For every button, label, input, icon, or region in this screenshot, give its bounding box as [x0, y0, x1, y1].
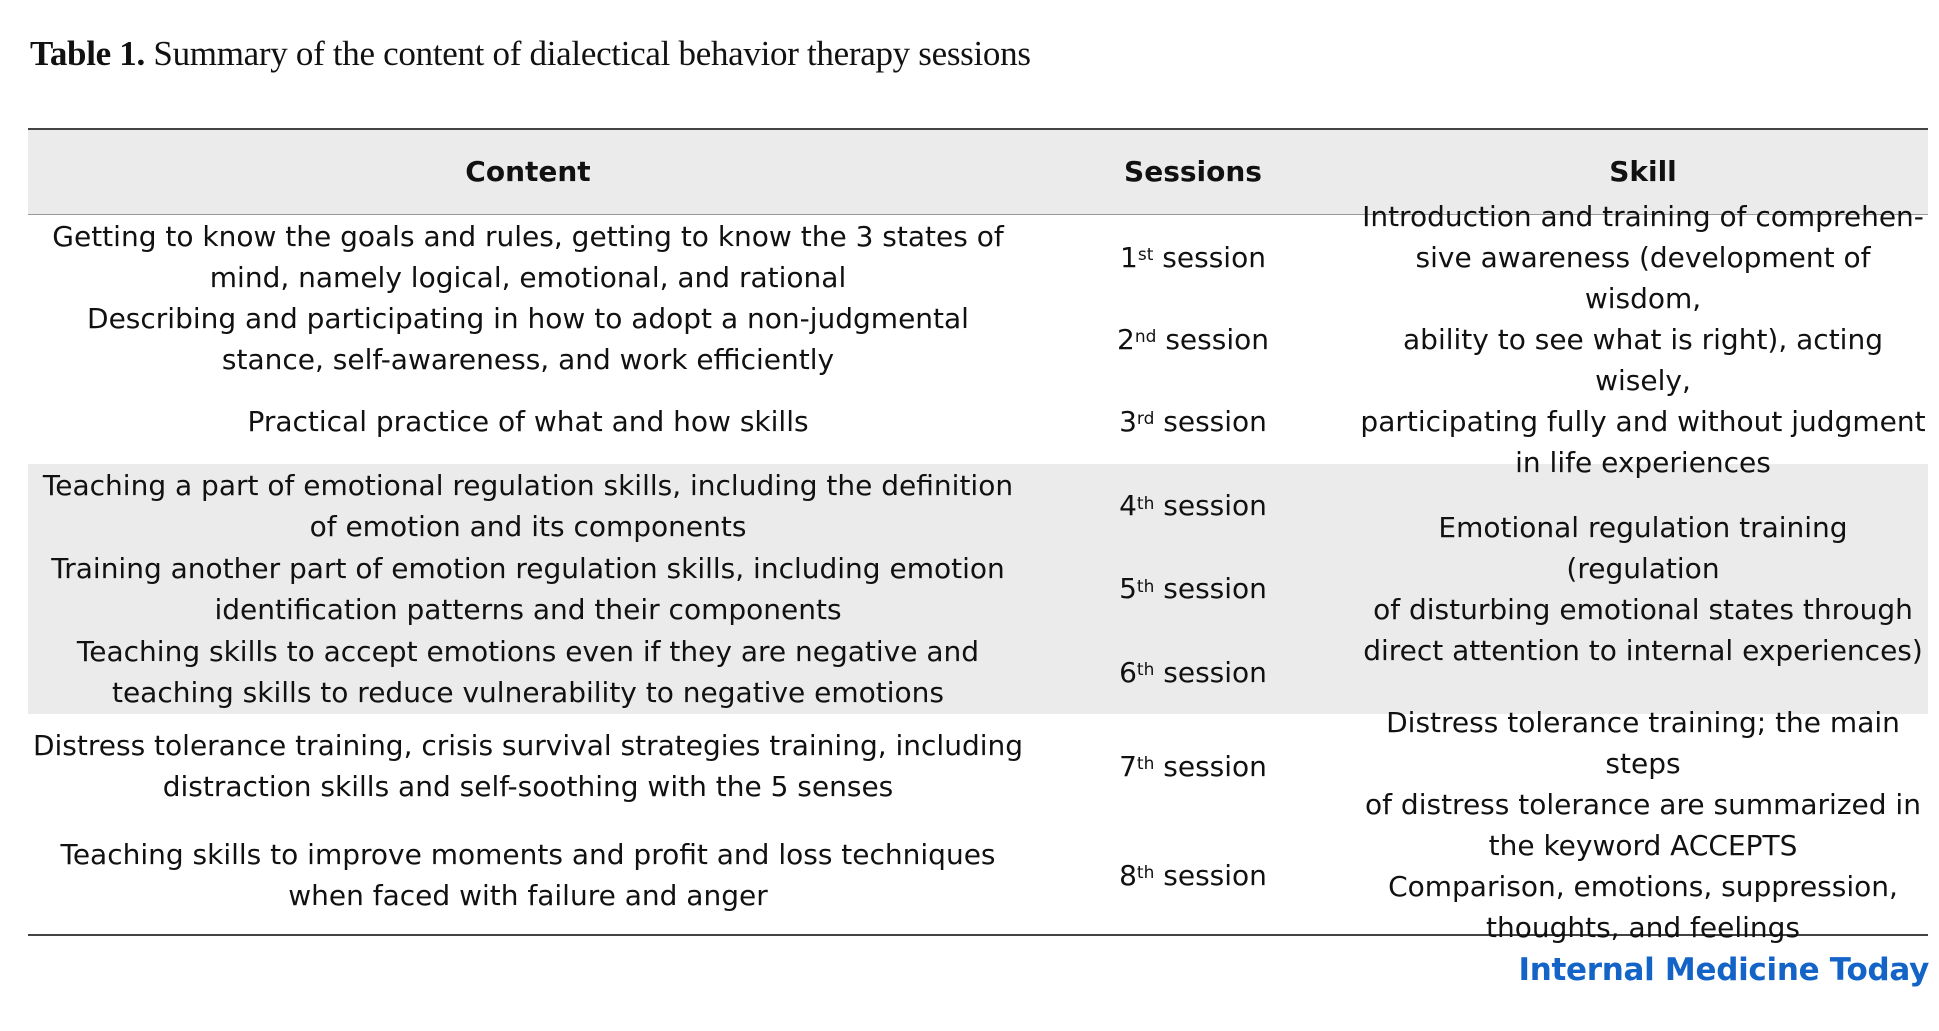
row-6-session-number: 6: [1119, 655, 1137, 689]
row-2-session: 2 $^{nd}$ session: [1028, 298, 1358, 380]
row-5-session-number: 5: [1119, 572, 1137, 605]
row-8-session-word: session: [1154, 858, 1267, 892]
row-8-content: [28, 816, 1028, 934]
row-1-session: 1 $^{st}$ session: [1028, 216, 1358, 298]
row-8-content-line-1: Teaching skills to improve moments and profit and loss techniques: [60, 838, 996, 871]
skill-3-line-5: thoughts, and feelings: [1485, 911, 1801, 944]
row-7-session-number: 7: [1119, 749, 1137, 783]
row-8-session-number: 8: [1119, 858, 1137, 892]
row-1-content-line-2: mind, namely logical, emotional, and rational: [209, 261, 847, 294]
row-2-session-word: session: [1156, 322, 1269, 356]
skill-1-line-1: Introduction and training of comprehen-: [1362, 199, 1924, 233]
skill-2-line-2: of disturbing emotional states through: [1373, 593, 1913, 626]
row-4-session-word: session: [1154, 489, 1267, 522]
row-6-content-line-2: teaching skills to reduce vulnerability to negative emotions: [111, 676, 944, 709]
row-3-session-number: 3: [1119, 404, 1137, 438]
row-8-session: 8 $^{th}$ session: [1028, 816, 1358, 934]
row-7-session-word: session: [1154, 749, 1267, 783]
row-6-session-word: session: [1154, 655, 1267, 689]
header-skill: Skill: [1609, 155, 1677, 188]
skill-2: [1358, 464, 1928, 714]
journal-brand: Internal Medicine Today: [1518, 952, 1929, 988]
row-7-session: 7 $^{th}$ session: [1028, 716, 1358, 816]
row-4-content-line-1: Teaching a part of emotional regulation skills, including the definition: [42, 468, 1014, 502]
row-4-content: [28, 464, 1028, 547]
skill-1-line-5: in life experiences: [1515, 445, 1771, 479]
caption-text: Summary of the content of dialectical behavior therapy sessions: [144, 34, 1031, 73]
row-1-session-number: 1: [1120, 240, 1138, 274]
row-5-content: [28, 547, 1028, 630]
row-7-content: [28, 716, 1028, 816]
row-4-content-line-2: of emotion and its components: [309, 509, 747, 543]
skill-3-line-4: Comparison, emotions, suppression,: [1388, 870, 1898, 903]
header-content: Content: [465, 155, 591, 188]
row-2-content: [28, 298, 1028, 380]
row-7-content-line-2: distraction skills and self-soothing with the 5 senses: [162, 770, 894, 803]
row-3-content: [28, 380, 1028, 462]
row-3-session: 3 $^{rd}$ session: [1028, 380, 1358, 462]
skill-1: [1358, 199, 1928, 479]
table-caption: [30, 34, 1031, 74]
row-7-content-line-1: Distress tolerance training, crisis survival strategies training, including: [32, 729, 1024, 762]
skill-2-line-1: Emotional regulation training (regulation: [1438, 511, 1848, 585]
row-1-content-line-1: Getting to know the goals and rules, getting to know the 3 states of: [52, 220, 1004, 253]
row-3-session-word: session: [1154, 404, 1267, 438]
skill-2-line-3: direct attention to internal experiences): [1363, 634, 1923, 667]
row-5-session: 5 $^{th}$ session: [1028, 547, 1358, 630]
row-5-content-line-2: identification patterns and their components: [214, 592, 842, 626]
header-sessions: Sessions: [1124, 155, 1262, 188]
row-5-content-line-1: Training another part of emotion regulation skills, including emotion: [51, 551, 1005, 585]
row-3-content-line-1: Practical practice of what and how skills: [247, 404, 809, 438]
row-2-session-number: 2: [1117, 322, 1135, 356]
skill-1-line-2: sive awareness (development of wisdom,: [1415, 240, 1871, 315]
row-6-content-line-1: Teaching skills to accept emotions even if they are negative and: [76, 635, 980, 668]
skill-3-line-1: Distress tolerance training; the main steps: [1386, 706, 1900, 780]
row-4-session: 4 $^{th}$ session: [1028, 464, 1358, 547]
caption-label: Table 1.: [30, 34, 145, 73]
row-4-session-number: 4: [1119, 489, 1137, 522]
skill-1-line-4: participating fully and without judgment: [1360, 404, 1926, 438]
row-6-content: [28, 630, 1028, 714]
row-8-content-line-2: when faced with failure and anger: [288, 879, 768, 912]
skill-3-line-2: of distress tolerance are summarized in: [1365, 788, 1921, 821]
skill-3-line-3: the keyword ACCEPTS: [1488, 829, 1798, 862]
row-2-content-line-2: stance, self-awareness, and work efficiently: [221, 343, 835, 376]
skill-3: [1358, 706, 1928, 944]
row-1-session-word: session: [1153, 240, 1266, 274]
row-2-content-line-1: Describing and participating in how to adopt a non-judgmental: [87, 302, 969, 335]
row-5-session-word: session: [1154, 572, 1267, 605]
skill-1-line-3: ability to see what is right), acting wisely,: [1403, 322, 1883, 397]
row-1-content: [28, 216, 1028, 298]
row-6-session: 6 $^{th}$ session: [1028, 630, 1358, 714]
